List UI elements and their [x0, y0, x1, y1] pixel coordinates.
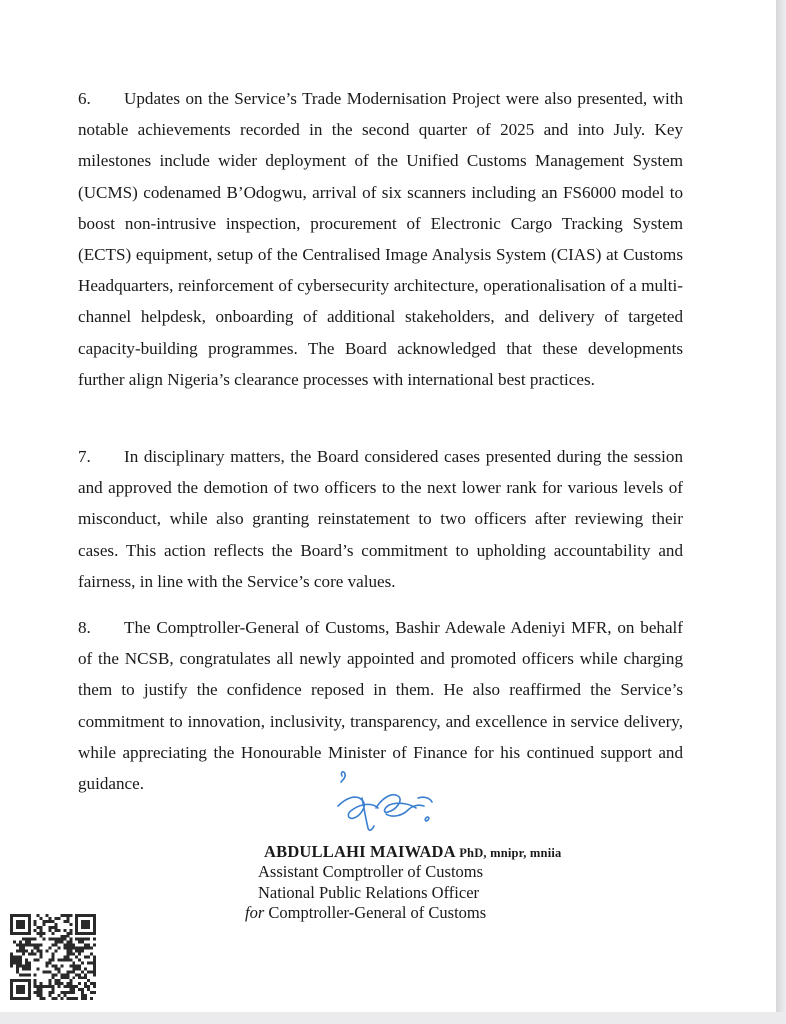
page-edge-shadow — [776, 0, 786, 1024]
paragraph-text: In disciplinary matters, the Board considered cases presented during the session and approved the demotion of two officers to the next lower rank for various levels of misconduct, while also granting reinstatement to two officers after reviewing their cases. This action reflects the Board’s commitment to upholding accountability and fairness, in line with the Service’s core values. — [78, 447, 683, 591]
signatory-credentials: PhD, mnipr, mniia — [459, 846, 562, 860]
paragraph-number: 7. — [78, 447, 91, 466]
paragraph-7 — [78, 441, 683, 597]
page-bottom-shadow — [0, 1012, 786, 1024]
signatory-title-3: Comptroller-General of Customs — [268, 903, 487, 922]
qr-code-icon — [10, 914, 96, 1000]
paragraph-text: Updates on the Service’s Trade Modernisation Project were also presented, with notable achievements recorded in the second quarter of 2025 and into July. Key milestones include wider deployment of the Unified Customs Management System (UCMS) codenamed B’Odogwu, arrival of six scanners including an FS6000 model to boost non-intrusive inspection, procurement of Electronic Cargo Tracking System (ECTS) equipment, setup of the Centralised Image Analysis System (CIAS) at Customs Headquarters, reinforcement of cybersecurity architecture, operationalisation of a multi-channel helpdesk, onboarding of additional stakeholders, and delivery of targeted capacity-building programmes. The Board acknowledged that these developments further align Nigeria’s clearance processes with international best practices. — [78, 89, 683, 389]
signatory-title-3-line — [245, 903, 486, 923]
for-word: for — [245, 903, 265, 922]
paragraph-number: 8. — [78, 618, 91, 637]
signatory-title-2: National Public Relations Officer — [258, 883, 480, 902]
signatory-name-line — [264, 842, 561, 862]
paragraph-text: The Comptroller-General of Customs, Bashir Adewale Adeniyi MFR, on behalf of the NCSB, congratulates all newly appointed and promoted officers while charging them to justify the confidence reposed in them. He also reaffirmed the Service’s commitment to innovation, inclusivity, transparency, and excellence in service delivery, while appreciating the Honourable Minister of Finance for his continued support and guidance. — [78, 618, 683, 794]
signatory-name: ABDULLAHI MAIWADA — [264, 842, 455, 861]
handwritten-signature — [332, 768, 442, 836]
qr-code-modules — [10, 914, 96, 1000]
signatory-title-1: Assistant Comptroller of Customs — [258, 862, 484, 881]
paragraph-6 — [78, 83, 683, 395]
paragraph-number: 6. — [78, 89, 91, 108]
